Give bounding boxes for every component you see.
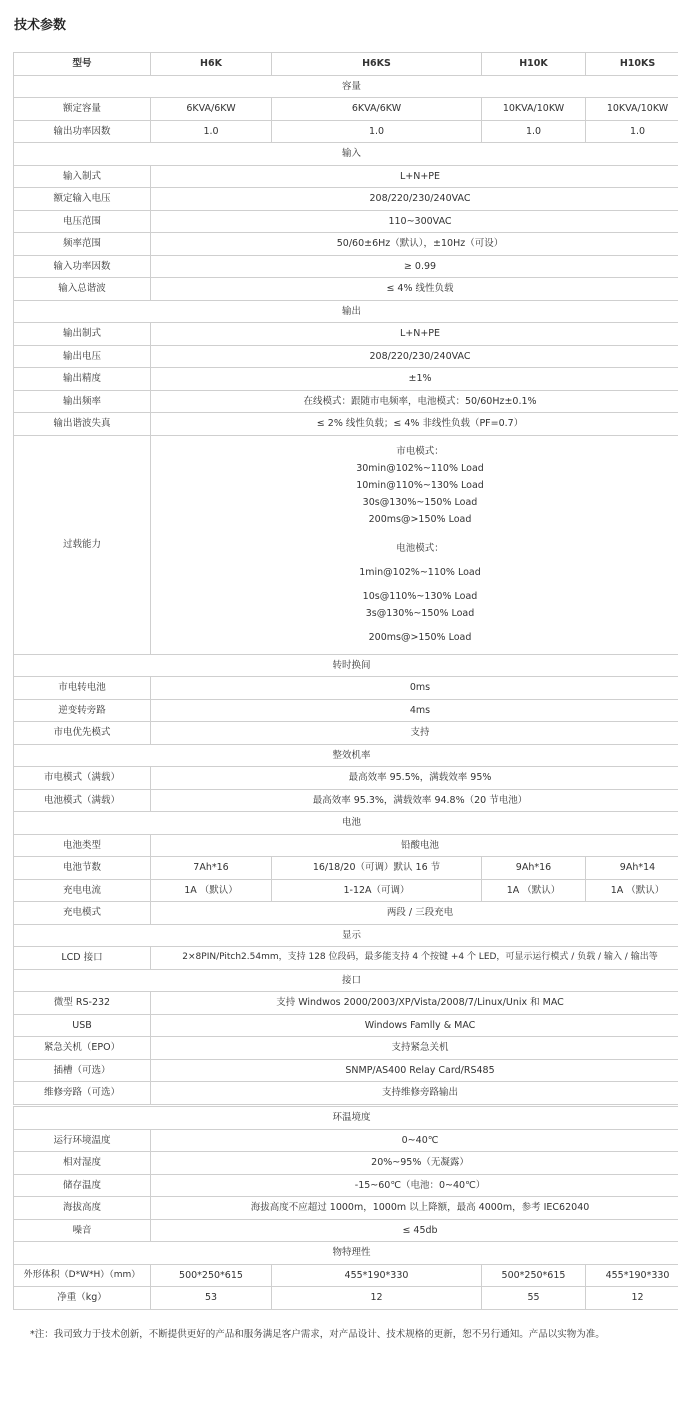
cell-value: 两段 / 三段充电 — [151, 902, 678, 925]
overload-mains-line: 200ms@>150% Load — [368, 514, 472, 525]
table-row — [14, 992, 678, 1015]
section-physical: 物特理性 — [14, 1242, 678, 1265]
cell-value: 208/220/230/240VAC — [151, 188, 678, 211]
row-label: 频率范围 — [14, 233, 151, 256]
row-label: 市电模式（满载） — [14, 767, 151, 790]
cell-value: 支持维修旁路输出 — [151, 1082, 678, 1105]
row-label: 相对湿度 — [14, 1152, 151, 1175]
row-label: USB — [14, 1014, 151, 1037]
cell-value: ≤ 45db — [151, 1219, 678, 1242]
cell-value: 12 — [586, 1287, 678, 1310]
cell-value: 110~300VAC — [151, 210, 678, 233]
cell-value: 55 — [482, 1287, 586, 1310]
cell-value: ≤ 2% 线性负载；≤ 4% 非线性负载（PF=0.7） — [151, 413, 678, 436]
overload-battery-line: 10s@110%~130% Load — [362, 591, 478, 602]
section-interface: 接口 — [14, 969, 678, 992]
section-display: 显示 — [14, 924, 678, 947]
row-label: 过载能力 — [14, 435, 151, 654]
cell-value: 1A （默认） — [482, 879, 586, 902]
overload-cell — [151, 435, 678, 654]
cell-value: ≤ 4% 线性负载 — [151, 278, 678, 301]
cell-value: 海拔高度不应超过 1000m，1000m 以上降额，最高 4000m，参考 IEC62040 — [151, 1197, 678, 1220]
table-row — [14, 368, 678, 391]
row-label: 储存温度 — [14, 1174, 151, 1197]
cell-value: 0~40℃ — [151, 1129, 678, 1152]
overload-battery-line: 1min@102%~110% Load — [359, 567, 481, 578]
header-model: 型号 — [14, 53, 151, 76]
row-label: 输出谐波失真 — [14, 413, 151, 436]
table-row — [14, 1287, 678, 1310]
cell-value: 9Ah*14 — [586, 857, 678, 880]
cell-value: 6KVA/6KW — [151, 98, 272, 121]
table-row — [14, 98, 678, 121]
row-label: 充电电流 — [14, 879, 151, 902]
section-output: 输出 — [14, 300, 678, 323]
table-row — [14, 120, 678, 143]
overload-mains-line: 30min@102%~110% Load — [356, 463, 484, 474]
row-label: 输入功率因数 — [14, 255, 151, 278]
cell-value: 铅酸电池 — [151, 834, 678, 857]
overload-mains-line: 10min@110%~130% Load — [356, 480, 484, 491]
cell-value: 1.0 — [482, 120, 586, 143]
row-label: 插槽（可选） — [14, 1059, 151, 1082]
cell-value: 最高效率 95.5%，满载效率 95% — [151, 767, 678, 790]
row-label: 逆变转旁路 — [14, 699, 151, 722]
row-label: 紧急关机（EPO） — [14, 1037, 151, 1060]
header-h10k: H10K — [482, 53, 586, 76]
table-row — [14, 677, 678, 700]
cell-value: 1.0 — [586, 120, 678, 143]
cell-value: 7Ah*16 — [151, 857, 272, 880]
footnote: *注：我司致力于技术创新，不断提供更好的产品和服务满足客户需求，对产品设计、技术规格的更新，恕不另行通知。产品以实物为准。 — [30, 1329, 605, 1340]
cell-value: 最高效率 95.3%，满载效率 94.8%（20 节电池） — [151, 789, 678, 812]
table-row — [14, 413, 678, 436]
cell-value: 支持 — [151, 722, 678, 745]
table-row — [14, 834, 678, 857]
table-row — [14, 1014, 678, 1037]
cell-value: 4ms — [151, 699, 678, 722]
overload-mains-line: 30s@130%~150% Load — [362, 497, 478, 508]
row-label: 输出电压 — [14, 345, 151, 368]
cell-value: 12 — [272, 1287, 482, 1310]
page-title: 技术参数 — [14, 18, 67, 33]
section-capacity: 容量 — [14, 75, 678, 98]
header-h6ks: H6KS — [272, 53, 482, 76]
overload-battery-line: 3s@130%~150% Load — [365, 608, 475, 619]
cell-value: 6KVA/6KW — [272, 98, 482, 121]
row-label: 电池类型 — [14, 834, 151, 857]
cell-value: 9Ah*16 — [482, 857, 586, 880]
table-row — [14, 1037, 678, 1060]
cell-value: 支持紧急关机 — [151, 1037, 678, 1060]
row-label: 市电转电池 — [14, 677, 151, 700]
table-row — [14, 1197, 678, 1220]
table-row — [14, 323, 678, 346]
table-row — [14, 278, 678, 301]
table-row — [14, 390, 678, 413]
row-label: 市电优先模式 — [14, 722, 151, 745]
cell-value: 50/60±6Hz（默认），±10Hz（可设） — [151, 233, 678, 256]
row-label: 噪音 — [14, 1219, 151, 1242]
table-header-row — [14, 53, 678, 76]
header-h10ks: H10KS — [586, 53, 678, 76]
table-row — [14, 789, 678, 812]
table-row — [14, 255, 678, 278]
row-label: 电池模式（满载） — [14, 789, 151, 812]
row-label: 输出频率 — [14, 390, 151, 413]
row-label: 维修旁路（可选） — [14, 1082, 151, 1105]
row-label: 海拔高度 — [14, 1197, 151, 1220]
cell-value: L+N+PE — [151, 323, 678, 346]
table-row — [14, 947, 678, 970]
cell-value: 53 — [151, 1287, 272, 1310]
table-row — [14, 1129, 678, 1152]
env-physical-table — [13, 1106, 678, 1310]
table-row — [14, 1264, 678, 1287]
cell-value: 在线模式：跟随市电频率，电池模式：50/60Hz±0.1% — [151, 390, 678, 413]
table-row — [14, 1059, 678, 1082]
row-label: 输出功率因数 — [14, 120, 151, 143]
table-row — [14, 1152, 678, 1175]
cell-value: L+N+PE — [151, 165, 678, 188]
row-label: 外形体积（D*W*H）（mm） — [14, 1264, 151, 1287]
cell-value: 455*190*330 — [272, 1264, 482, 1287]
section-input: 输入 — [14, 143, 678, 166]
cell-value: -15~60℃（电池：0~40℃） — [151, 1174, 678, 1197]
table-row-overload — [14, 435, 678, 654]
cell-value: 500*250*615 — [151, 1264, 272, 1287]
table-row — [14, 1219, 678, 1242]
row-label: 输出精度 — [14, 368, 151, 391]
row-label: 运行环境温度 — [14, 1129, 151, 1152]
table-row — [14, 188, 678, 211]
table-row — [14, 857, 678, 880]
table-row — [14, 1082, 678, 1105]
section-environment: 环温境度 — [14, 1107, 678, 1130]
cell-value: 支持 Windwos 2000/2003/XP/Vista/2008/7/Linux/Unix 和 MAC — [151, 992, 678, 1015]
cell-value: 16/18/20（可调）默认 16 节 — [272, 857, 482, 880]
cell-value: ≥ 0.99 — [151, 255, 678, 278]
cell-value: Windows Famlly & MAC — [151, 1014, 678, 1037]
section-efficiency: 整效机率 — [14, 744, 678, 767]
table-row — [14, 165, 678, 188]
cell-value: 20%~95%（无凝露） — [151, 1152, 678, 1175]
table-row — [14, 767, 678, 790]
cell-value: 1A （默认） — [586, 879, 678, 902]
section-transfer: 转时换间 — [14, 654, 678, 677]
table-row — [14, 345, 678, 368]
row-label: 电压范围 — [14, 210, 151, 233]
row-label: 微型 RS-232 — [14, 992, 151, 1015]
cell-value: 455*190*330 — [586, 1264, 678, 1287]
section-battery: 电池 — [14, 812, 678, 835]
table-row — [14, 902, 678, 925]
table-row — [14, 879, 678, 902]
spec-table — [13, 52, 678, 1105]
cell-value: 0ms — [151, 677, 678, 700]
cell-value: 1.0 — [151, 120, 272, 143]
cell-value: 1A （默认） — [151, 879, 272, 902]
row-label: 输入总谐波 — [14, 278, 151, 301]
row-label: 净重（kg） — [14, 1287, 151, 1310]
row-label: 电池节数 — [14, 857, 151, 880]
table-row — [14, 699, 678, 722]
overload-battery-line: 200ms@>150% Load — [368, 632, 472, 643]
cell-value: 10KVA/10KW — [586, 98, 678, 121]
cell-value: 500*250*615 — [482, 1264, 586, 1287]
row-label: LCD 接口 — [14, 947, 151, 970]
cell-value: 10KVA/10KW — [482, 98, 586, 121]
cell-value: 2×8PIN/Pitch2.54mm，支持 128 位段码，最多能支持 4 个按键 +4 个 LED，可显示运行模式 / 负载 / 输入 / 输出等 — [151, 947, 678, 970]
table-row — [14, 1174, 678, 1197]
cell-value: 208/220/230/240VAC — [151, 345, 678, 368]
cell-value: 1-12A（可调） — [272, 879, 482, 902]
cell-value: 1.0 — [272, 120, 482, 143]
row-label: 额定容量 — [14, 98, 151, 121]
row-label: 额定输入电压 — [14, 188, 151, 211]
overload-mains-title: 市电模式： — [396, 446, 444, 457]
cell-value: SNMP/AS400 Relay Card/RS485 — [151, 1059, 678, 1082]
table-row — [14, 210, 678, 233]
row-label: 输出制式 — [14, 323, 151, 346]
row-label: 输入制式 — [14, 165, 151, 188]
header-h6k: H6K — [151, 53, 272, 76]
row-label: 充电模式 — [14, 902, 151, 925]
overload-battery-title: 电池模式： — [396, 543, 444, 554]
table-row — [14, 722, 678, 745]
cell-value: ±1% — [151, 368, 678, 391]
table-row — [14, 233, 678, 256]
